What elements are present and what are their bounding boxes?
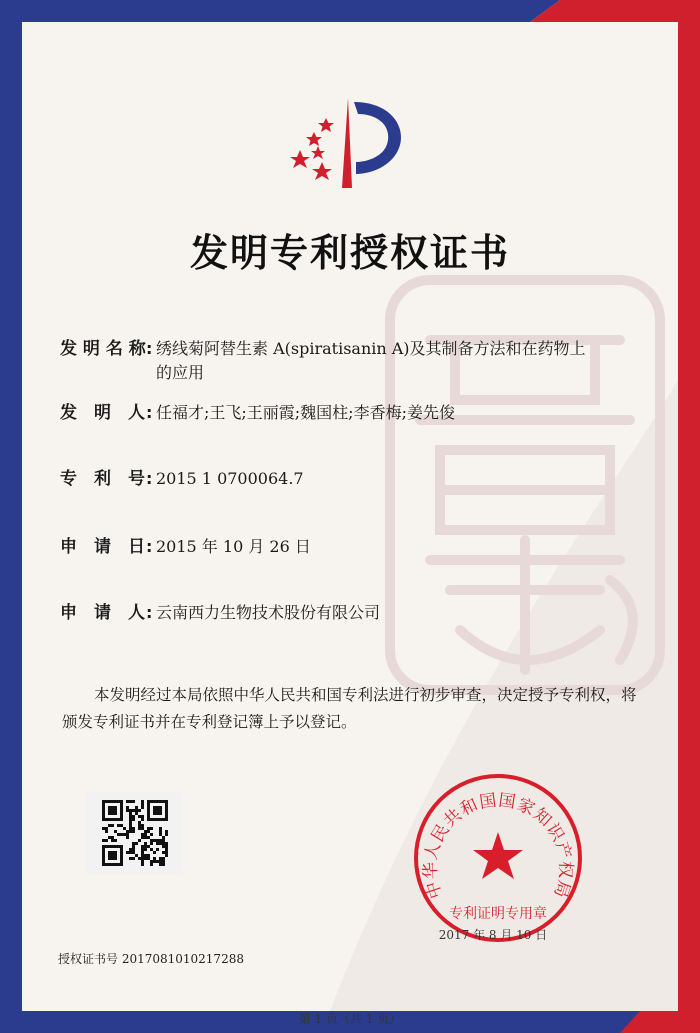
qr-code[interactable] [86,792,182,874]
invention-name-value-cont: 的应用 [156,363,205,382]
inventor-label: 发 明 人 [60,403,145,423]
applicant-label: 申 请 人 [60,603,145,623]
grant-statement: 本发明经过本局依照中华人民共和国专利法进行初步审查，决定授予专利权，将颁发专利证书并在专利登记簿上予以登记。 [62,686,637,731]
seal-ring-text: 中华人民共和国国家知识产权局 [420,790,576,902]
patent-office-logo [286,92,414,196]
certificate-title: 发明专利授权证书 [189,231,510,275]
application-date-label: 申 请 日 [60,537,145,557]
star-icon [290,150,310,168]
applicant-value: 云南西力生物技术股份有限公司 [156,603,381,622]
seal-date: 2017 年 8 月 10 日 [438,928,548,942]
application-date-value: 2015 年 10 月 26 日 [156,537,311,556]
star-icon [306,132,322,146]
star-icon [318,118,334,132]
certificate-number: 授权证书号 2017081010217288 [58,952,244,966]
watermark-seal-graphic [360,250,690,720]
star-icon [311,146,325,159]
inventor-value: 任福才;王飞;王丽霞;魏国柱;李香梅;姜先俊 [156,403,455,422]
application-number-value: 2015 1 0700064.7 [156,469,304,488]
seal-bottom-text: 专利证明专用章 [449,906,547,922]
invention-name-label: 发 明 名 称 [60,339,146,359]
star-icon [312,162,332,180]
star-icon [473,832,523,879]
application-number-label: 专 利 号 [60,469,145,489]
official-seal [410,770,586,946]
invention-name-value: 绣线菊阿替生素 A(spiratisanin A)及其制备方法和在药物上 [156,339,586,358]
page-number: 第 1 页（共 1 页） [298,1012,402,1026]
